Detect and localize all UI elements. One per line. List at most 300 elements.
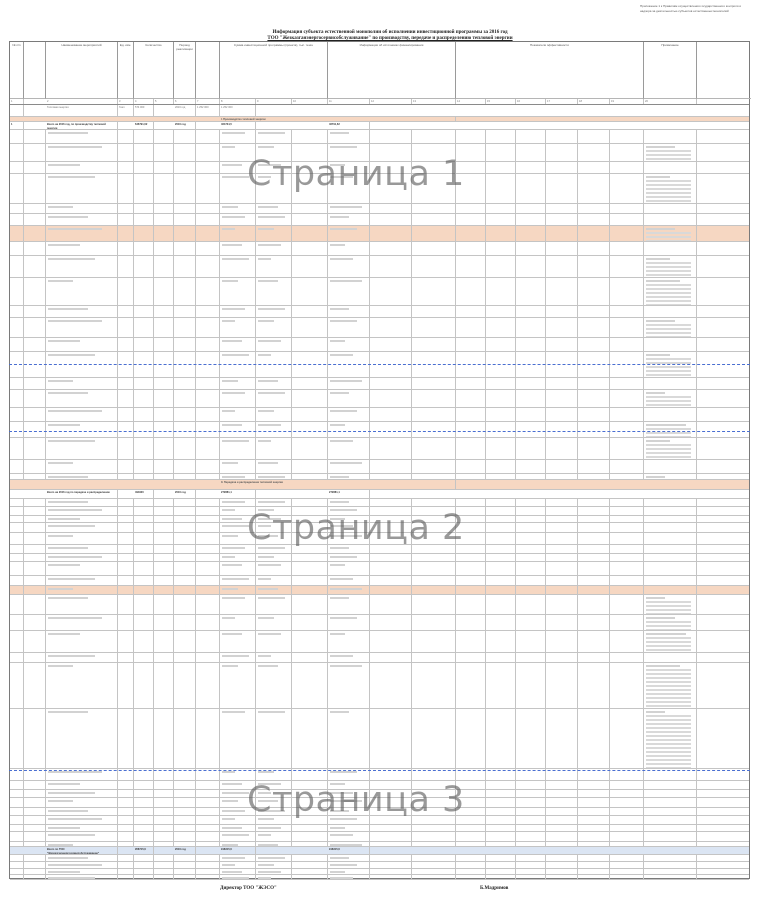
row-cell [644,825,697,831]
row-cell [578,832,610,841]
row-cell [546,808,578,815]
page-2-watermark: Страница 2 [247,508,465,548]
illegible-text [48,354,95,356]
row-cell [196,474,220,479]
row-cell [154,204,174,213]
row-cell [24,832,46,841]
illegible-text [646,296,691,298]
row-cell [697,825,749,831]
section-title: II. Передача и распределение тепловой энергии [220,480,456,489]
row-cell [154,390,174,407]
row-cell [328,256,370,277]
row-cell [370,438,412,459]
row-cell [546,499,578,506]
illegible-text [258,844,278,846]
row-cell [292,474,328,479]
row-cell [610,855,644,861]
row-cell [256,408,292,421]
illegible-text [258,655,271,657]
row-cell [456,278,486,305]
col-header-unit: Ед. изм. [118,42,134,99]
row-cell [328,460,370,473]
row-cell [610,214,644,225]
row-cell [154,306,174,317]
illegible-text [646,693,691,695]
row-cell [154,781,174,789]
illegible-text [222,164,242,166]
row-cell [516,318,546,337]
row-cell [644,615,697,630]
row-cell [328,422,370,437]
row-cell [516,832,546,841]
illegible-text [48,665,73,667]
row-cell [610,278,644,305]
row-cell [370,422,412,437]
row-cell [24,808,46,815]
row-cell [578,808,610,815]
row-cell [328,832,370,841]
row-cell [697,474,749,479]
row-cell [412,438,456,459]
row-cell [578,422,610,437]
illegible-text [646,280,680,282]
illegible-text [48,857,88,859]
row-cell [516,162,546,173]
row-cell [10,825,24,831]
row-cell [118,174,134,203]
illegible-text [222,509,235,511]
row-cell [134,162,154,173]
row-cell: 272881,1 [220,490,256,498]
row-cell [610,438,644,459]
illegible-text [646,192,691,194]
illegible-text [222,597,245,599]
row-cell [644,798,697,807]
row-cell [10,214,24,225]
table-row [10,474,749,480]
row-cell [328,214,370,225]
illegible-text [222,844,238,846]
illegible-text [258,244,281,246]
row-cell [154,562,174,575]
row-cell [644,586,697,594]
row-cell [174,144,196,161]
illegible-text [48,509,102,511]
row-cell [154,256,174,277]
table-row [10,422,749,438]
row-cell [174,523,196,532]
row-cell [578,798,610,807]
row-cell [292,460,328,473]
row-cell [516,781,546,789]
row-cell [546,595,578,614]
row-cell [546,256,578,277]
illegible-text [48,633,80,635]
illegible-text [646,719,691,721]
row-cell [154,586,174,594]
row-cell [546,242,578,255]
row-cell [24,842,46,846]
illegible-text [330,132,349,134]
row-cell [256,825,292,831]
row-cell [256,338,292,351]
row-cell [220,306,256,317]
row-cell [46,278,118,305]
row-cell [220,869,256,874]
row-cell: 494900 [134,490,154,498]
row-cell [328,842,370,846]
row-cell [118,499,134,506]
illegible-text [646,354,670,356]
illegible-text [258,827,281,829]
row-cell [516,144,546,161]
row-cell [644,408,697,421]
row-cell [370,554,412,561]
illegible-text [646,270,691,272]
row-cell [412,842,456,846]
row-cell [256,378,292,389]
row-cell [10,226,24,241]
table-row [10,122,749,130]
row-cell [456,576,486,585]
row-cell [516,242,546,255]
illegible-text [330,424,345,426]
row-cell [546,422,578,437]
row-cell [134,631,154,652]
row-cell [328,474,370,479]
row-cell [134,798,154,807]
row-cell [174,214,196,225]
col-header-sources: Информация об источниках финансирования [328,42,456,99]
row-cell [292,306,328,317]
row-cell [24,226,46,241]
row-cell [10,545,24,553]
row-cell [134,378,154,389]
col-num: 11 [328,99,370,104]
illegible-text [258,564,281,566]
row-cell [118,875,134,879]
row-cell: Всего на 2016 год по передаче и распределению [46,490,118,498]
illegible-text [646,747,691,749]
illegible-text [646,146,675,148]
illegible-text [646,366,691,368]
row-cell [328,130,370,143]
row-cell [292,499,328,506]
row-cell [220,631,256,652]
row-cell [24,390,46,407]
row-cell [578,615,610,630]
row-cell [412,338,456,351]
illegible-text [222,525,249,527]
row-cell [46,144,118,161]
row-cell [370,278,412,305]
illegible-text [646,677,691,679]
row-cell: 464734,5 [220,122,256,129]
row-cell [46,709,118,768]
col-header-sum: Сумма инвестиционной программы (проекта), тыс. тенге [220,42,328,99]
row-cell [516,842,546,846]
row-cell [174,595,196,614]
row-cell [456,204,486,213]
row-cell [220,499,256,506]
row-cell [118,523,134,532]
row-cell [578,144,610,161]
row-cell [697,523,749,532]
row-cell [546,869,578,874]
illegible-text [330,665,362,667]
row-cell [516,256,546,277]
row-cell [610,474,644,479]
row-cell [328,408,370,421]
illegible-text [258,476,285,478]
illegible-text [330,617,357,619]
illegible-text [48,176,95,178]
row-cell [174,875,196,879]
row-cell [196,790,220,797]
illegible-text [646,262,691,264]
row-cell [24,875,46,879]
illegible-text [330,228,357,230]
row-cell [134,709,154,768]
row-cell [292,631,328,652]
row-cell [456,256,486,277]
row-cell [10,460,24,473]
illegible-text [222,800,238,802]
row-cell [46,554,118,561]
row-cell [486,507,516,515]
row-cell [118,460,134,473]
row-cell [486,130,516,143]
row-cell [516,516,546,522]
illegible-text [48,864,102,866]
table-body [10,105,749,880]
row-cell [134,390,154,407]
row-cell [46,576,118,585]
illegible-text [222,380,238,382]
row-cell: 272881,1 [328,490,370,498]
row-cell [546,130,578,143]
row-cell [516,499,546,506]
row-cell [610,174,644,203]
row-cell [610,875,644,879]
illegible-text [222,792,249,794]
illegible-text [646,436,691,437]
row-cell [546,533,578,544]
row-cell [516,875,546,879]
illegible-text [646,232,691,234]
row-cell [412,422,456,437]
illegible-text [646,274,691,276]
row-cell [220,554,256,561]
illegible-text [646,288,691,290]
row-cell [10,499,24,506]
illegible-text [330,354,353,356]
row-cell [412,306,456,317]
row-cell [24,663,46,708]
row-cell [610,162,644,173]
illegible-text [222,476,245,478]
row-cell [118,790,134,797]
row-cell [610,832,644,841]
signer-name: Б.Мадримов [480,886,509,891]
illegible-text [330,340,345,342]
illegible-text [48,547,88,549]
row-cell [256,499,292,506]
table-row [10,615,749,631]
row-cell [610,507,644,515]
row-cell [134,586,154,594]
col-num: 20 [644,99,697,104]
row-cell [370,663,412,708]
row-cell [118,595,134,614]
illegible-text [646,739,691,741]
row-cell [256,615,292,630]
row-cell [412,862,456,868]
row-cell [486,516,516,522]
row-cell [644,781,697,789]
row-cell [292,842,328,846]
row-cell [256,562,292,575]
illegible-text [48,877,95,879]
row-cell [578,162,610,173]
row-cell: 2016 год [174,122,196,129]
row-cell [610,816,644,824]
illegible-text [48,440,95,442]
row-cell [220,338,256,351]
row-cell [134,318,154,337]
illegible-text [646,665,680,667]
row-cell [610,576,644,585]
row-cell [154,408,174,421]
row-cell [46,808,118,815]
row-cell [220,595,256,614]
row-cell [174,576,196,585]
table-row [10,862,749,869]
row-cell [10,390,24,407]
illegible-text [48,617,102,619]
row-cell [10,808,24,815]
row-cell [118,318,134,337]
row-cell [292,576,328,585]
row-cell [256,586,292,594]
row-cell [370,390,412,407]
row-cell [697,816,749,824]
illegible-text [258,228,274,230]
row-cell [578,554,610,561]
illegible-text [222,410,235,412]
row-cell [546,338,578,351]
row-cell [196,798,220,807]
row-cell [546,226,578,241]
illegible-text [646,154,691,156]
row-cell [154,144,174,161]
row-cell [697,460,749,473]
row-cell [118,653,134,662]
row-cell [697,781,749,789]
row-cell [486,474,516,479]
table-header [10,42,749,99]
row-cell [610,144,644,161]
row-cell [328,204,370,213]
row-cell [644,507,697,515]
row-cell [174,562,196,575]
row-cell [456,460,486,473]
row-cell [196,825,220,831]
row-cell [456,653,486,662]
row-cell [644,533,697,544]
row-cell [118,256,134,277]
col-num: 16 [516,99,546,104]
row-cell [174,781,196,789]
row-cell [486,862,516,868]
table-row [10,318,749,338]
illegible-text [646,723,691,725]
illegible-text [646,332,691,334]
row-cell [220,226,256,241]
row-cell [328,378,370,389]
illegible-text [258,877,271,879]
row-cell [644,869,697,874]
row-cell [174,790,196,797]
row-cell [118,808,134,815]
illegible-text [330,597,349,599]
illegible-text [258,280,278,282]
illegible-text [48,844,73,846]
row-cell [154,631,174,652]
col-num: 8 [220,99,256,104]
row-cell [46,516,118,522]
row-cell [546,460,578,473]
row-cell [174,586,196,594]
row-cell: 46791,62 [328,122,370,129]
illegible-text [646,649,691,651]
illegible-text [222,556,235,558]
row-cell [412,460,456,473]
row-cell [578,595,610,614]
row-cell [370,499,412,506]
row-cell [174,869,196,874]
row-cell [516,523,546,532]
row-cell [220,862,256,868]
row-cell [46,174,118,203]
illegible-text [330,771,357,773]
row-cell [644,842,697,846]
row-cell [456,338,486,351]
row-cell [328,586,370,594]
row-cell [610,586,644,594]
row-cell [24,523,46,532]
illegible-text [258,132,285,134]
row-cell [256,855,292,861]
row-cell [697,562,749,575]
row-cell [256,130,292,143]
illegible-text [646,236,691,238]
row-cell [154,278,174,305]
row-cell [370,226,412,241]
row-cell [196,338,220,351]
row-cell [644,256,697,277]
row-cell [24,586,46,594]
row-cell [196,242,220,255]
row-cell [370,855,412,861]
col-num: 5 [154,99,174,104]
row-cell [10,869,24,874]
row-cell [697,390,749,407]
col-header-note2 [697,42,751,99]
row-cell [118,869,134,874]
row-cell [24,554,46,561]
row-cell [220,278,256,305]
